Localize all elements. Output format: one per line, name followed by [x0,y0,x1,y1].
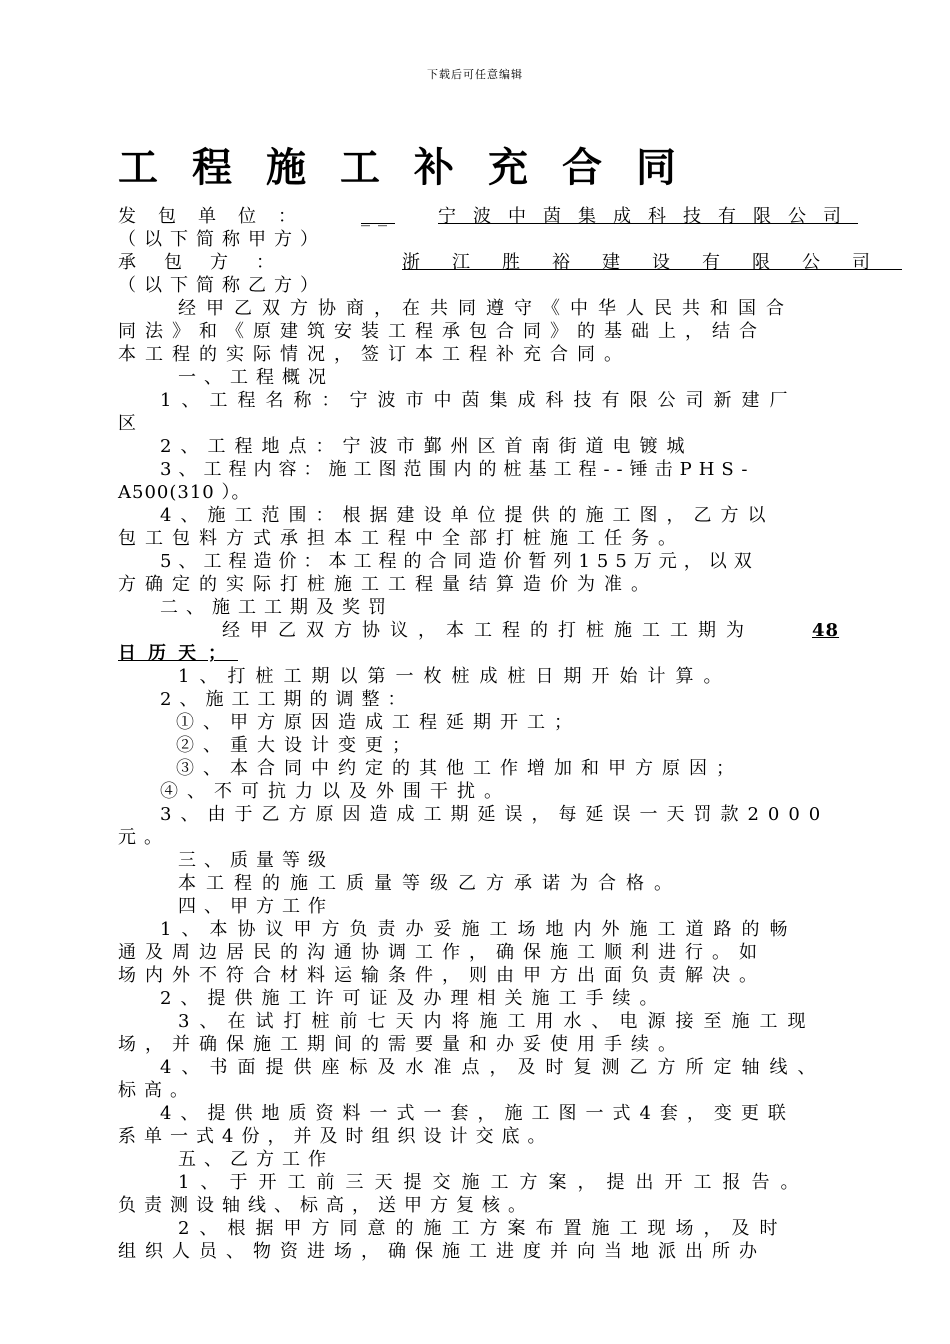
sec2-sub1: ①、甲方原因造成工程延期开工； [176,712,581,733]
section-3-heading: 三、质量等级 [178,850,334,871]
sec1-item4-line1: 4、施工范围：根据建设单位提供的施工图，乙方以 [160,505,775,526]
sec5-item2-line1: 2、根据甲方同意的施工方案布置施工现场，及时 [178,1218,788,1239]
preamble-line-1: 经甲乙双方协商，在共同遵守《中华人民共和国合 [178,298,794,319]
sec1-item4-line2: 包工包料方式承担本工程中全部打桩施工任务。 [118,528,685,549]
preamble-line-2: 同法》和《原建筑安装工程承包合同》的基础上，结合 [118,321,766,342]
sec4-item1-line1: 1、本协议甲方负责办妥施工场地内外施工道路的畅 [160,919,798,940]
sec2-sub2: ②、重大设计变更； [176,735,419,756]
sec1-item5-line1: 5、工程造价：本工程的合同造价暂列155万元，以双 [160,551,759,572]
sec1-item2: 2、工程地点：宁波市鄞州区首南街道电镀城 [160,436,694,457]
sec4-item1-line2: 通及周边居民的沟通协调工作，确保施工顺利进行。如 [118,942,766,963]
section-4-heading: 四、甲方工作 [178,896,334,917]
sec2-intro: 经甲乙双方协议，本工程的打桩施工工期为 [222,620,754,641]
sec3-text: 本工程的施工质量等级乙方承诺为合格。 [178,873,682,894]
sec2-item3-line2: 元。 [118,827,170,848]
sec5-item1-line1: 1、于开工前三天提交施工方案，提出开工报告。 [178,1172,810,1193]
party-a-line [118,206,858,228]
sec2-item2: 2、施工工期的调整： [160,689,414,710]
sec4-item1-line3: 场内外不符合材料运输条件，则由甲方出面负责解决。 [118,965,766,986]
sec1-item3-line1: 3、工程内容：施工图范围内的桩基工程--锤击PHS- [160,459,755,480]
section-2-heading: 二、施工工期及奖罚 [160,597,394,618]
section-1-heading: 一、工程概况 [178,367,334,388]
party-a-name: 宁波中茵集成科技有限公司 [438,206,858,227]
party-b-alias: （以下简称乙方） [118,275,326,296]
preamble-line-3: 本工程的实际情况，签订本工程补充合同。 [118,344,631,365]
sec4-item4a-line2: 标高。 [118,1080,196,1101]
party-b-label: 承包方： [118,252,302,273]
header-note: 下载后可任意编辑 [427,68,523,81]
sec2-sub3: ③、本合同中约定的其他工作增加和甲方原因； [176,758,743,779]
sec1-item1-line1: 1、工程名称：宁波市中茵集成科技有限公司新建厂 [160,390,798,411]
sec2-item1: 1、打桩工期以第一枚桩成桩日期开始计算。 [178,666,732,687]
sec5-item2-line2: 组织人员、物资进场，确保施工进度并向当地派出所办 [118,1241,766,1262]
sec4-item4b-line1: 4、提供地质资料一式一套，施工图一式4套，变更联 [160,1103,795,1124]
sec4-item3-line1: 3、在试打桩前七天内将施工用水、电源接至施工现 [178,1011,816,1032]
party-a-alias: （以下简称甲方） [118,229,326,250]
sec4-item4b-line2: 系单一式4份，并及时组织设计交底。 [118,1126,554,1147]
sec2-days-unit: 日历天； [118,643,238,664]
sec1-item3-line2: A500(310 ）。 [118,482,251,503]
sec1-item1-line2: 区 [118,413,144,434]
sec4-item2: 2、提供施工许可证及办理相关施工手续。 [160,988,667,1009]
sec2-item3-line1: 3、由于乙方原因造成工期延误，每延误一天罚款2000 [160,804,830,825]
page-title: 工程施工补充合同 [118,145,710,191]
section-5-heading: 五、乙方工作 [178,1149,334,1170]
sec2-days: 48 [812,620,840,641]
sec4-item4a-line1: 4、书面提供座标及水准点，及时复测乙方所定轴线、 [160,1057,826,1078]
party-a-blank: __ [361,206,395,227]
sec5-item1-line2: 负责测设轴线、标高，送甲方复核。 [118,1195,534,1216]
sec4-item3-line2: 场，并确保施工期间的需要量和办妥使用手续。 [118,1034,685,1055]
sec2-sub4: ④、不可抗力以及外围干扰。 [160,781,511,802]
party-a-label: 发包单位： [118,206,318,227]
sec1-item5-line2: 方确定的实际打桩施工工程量结算造价为准。 [118,574,658,595]
party-b-name: 浙江胜裕建设有限公司 [402,252,902,273]
